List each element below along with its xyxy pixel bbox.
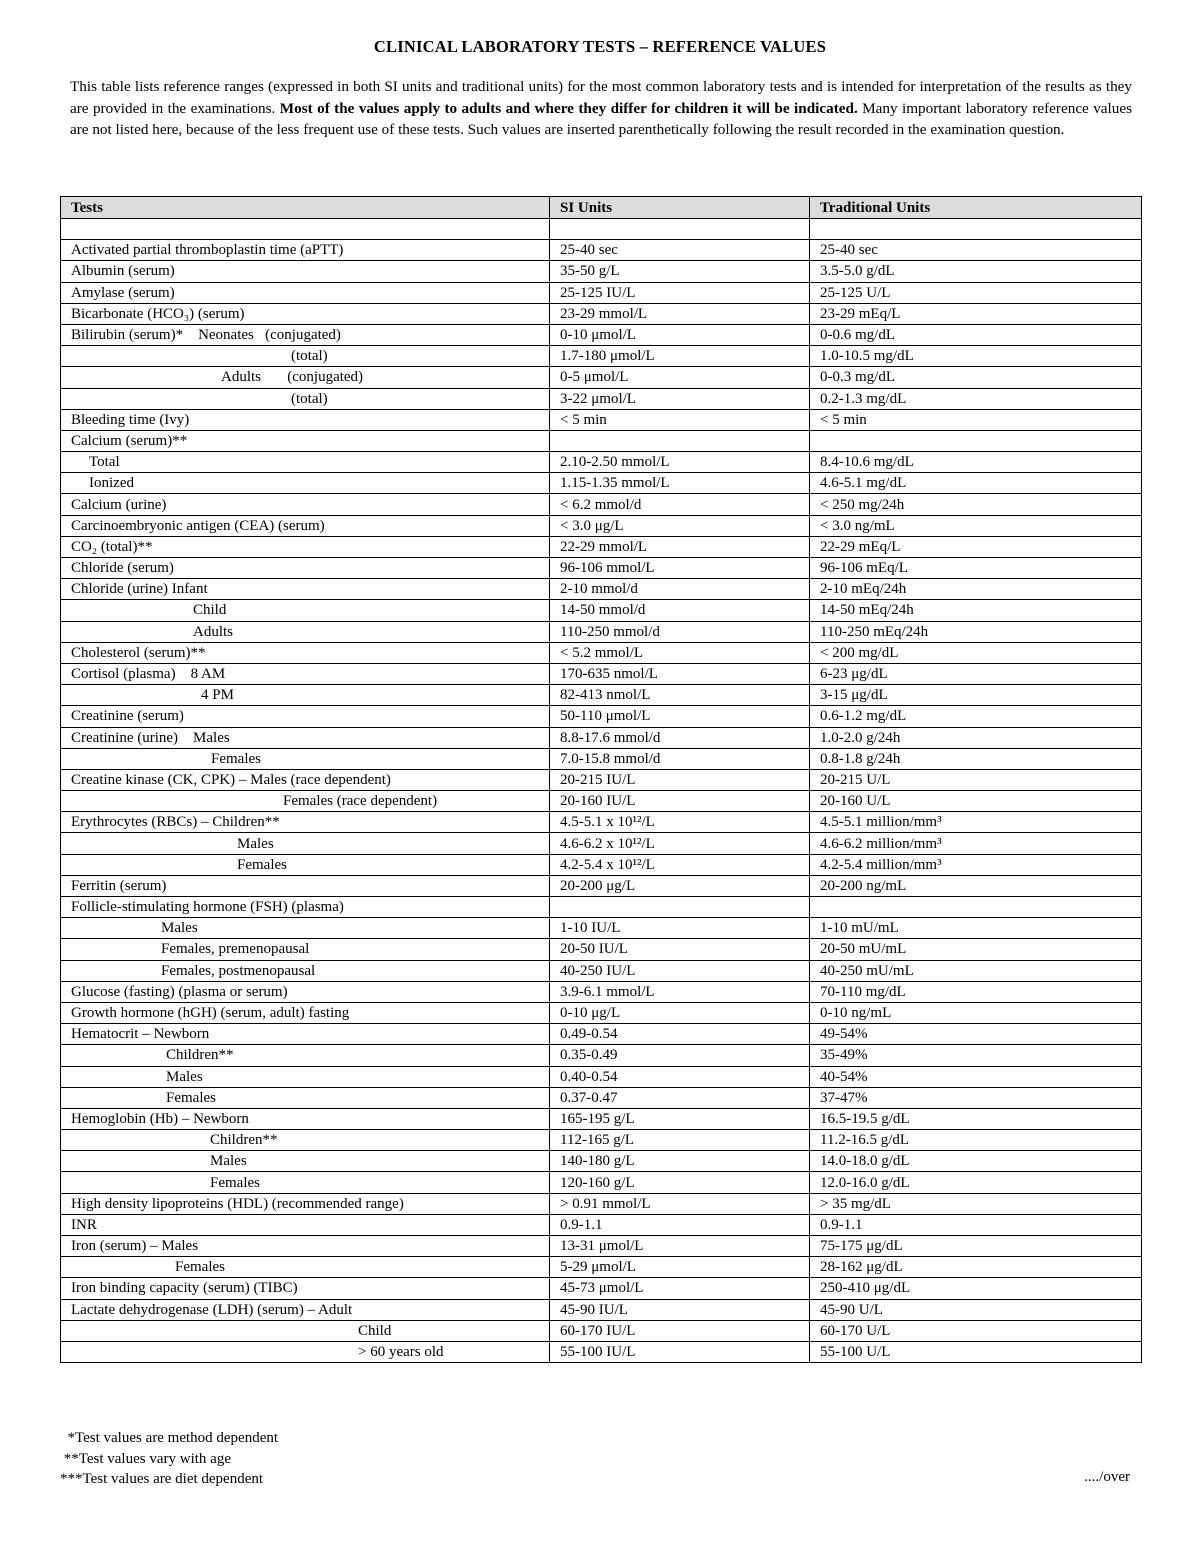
traditional-value-cell: 40-250 mU/mL [810, 960, 1142, 981]
table-row [61, 918, 1142, 939]
traditional-value-cell: 14.0-18.0 g/dL [810, 1151, 1142, 1172]
si-value-cell: 35-50 g/L [550, 261, 810, 282]
table-row [61, 324, 1142, 345]
page-over-indicator: ..../over [1084, 1469, 1130, 1485]
si-value-cell: 20-215 IU/L [550, 769, 810, 790]
si-value-cell: 45-73 μmol/L [550, 1278, 810, 1299]
table-row [61, 706, 1142, 727]
si-value-cell: 13-31 μmol/L [550, 1236, 810, 1257]
footnote: **Test values vary with age [60, 1450, 231, 1467]
table-row [61, 1320, 1142, 1341]
traditional-value-cell: 8.4-10.6 mg/dL [810, 452, 1142, 473]
si-value-cell: < 3.0 μg/L [550, 515, 810, 536]
traditional-value-cell: 110-250 mEq/24h [810, 621, 1142, 642]
test-name-cell: Females [61, 1172, 550, 1193]
table-row [61, 1278, 1142, 1299]
si-value-cell: 40-250 IU/L [550, 960, 810, 981]
test-name-cell: Chloride (urine) Infant [61, 579, 550, 600]
table-row [61, 1193, 1142, 1214]
si-value-cell [550, 219, 810, 240]
test-name-cell: CO₂ (total)** [61, 536, 550, 557]
test-name-cell: Bicarbonate (HCO₃) (serum) [61, 303, 550, 324]
traditional-value-cell: 16.5-19.5 g/dL [810, 1108, 1142, 1129]
traditional-value-cell [810, 219, 1142, 240]
test-name-cell: Males [61, 1151, 550, 1172]
traditional-value-cell: 0-10 ng/mL [810, 1002, 1142, 1023]
si-value-cell: 22-29 mmol/L [550, 536, 810, 557]
test-name-cell: Glucose (fasting) (plasma or serum) [61, 981, 550, 1002]
test-name-cell: Males [61, 918, 550, 939]
traditional-value-cell: 25-40 sec [810, 240, 1142, 261]
table-row [61, 1066, 1142, 1087]
si-value-cell: 20-50 IU/L [550, 939, 810, 960]
table-row [61, 727, 1142, 748]
table-row [61, 1087, 1142, 1108]
si-value-cell: 112-165 g/L [550, 1130, 810, 1151]
test-name-cell: Females [61, 748, 550, 769]
traditional-value-cell: 60-170 U/L [810, 1320, 1142, 1341]
si-value-cell: 0-10 μmol/L [550, 324, 810, 345]
traditional-value-cell: 55-100 U/L [810, 1341, 1142, 1362]
test-name-cell: Children** [61, 1130, 550, 1151]
table-row [61, 430, 1142, 451]
test-name-cell: High density lipoproteins (HDL) (recommended range) [61, 1193, 550, 1214]
traditional-value-cell: 75-175 μg/dL [810, 1236, 1142, 1257]
table-row [61, 1341, 1142, 1362]
test-name-cell: Females [61, 1257, 550, 1278]
si-value-cell: 0.37-0.47 [550, 1087, 810, 1108]
footnotes [60, 1428, 278, 1490]
traditional-value-cell: 96-106 mEq/L [810, 558, 1142, 579]
si-value-cell: 120-160 g/L [550, 1172, 810, 1193]
table-row [61, 473, 1142, 494]
si-value-cell: 140-180 g/L [550, 1151, 810, 1172]
traditional-value-cell: 70-110 mg/dL [810, 981, 1142, 1002]
test-name-cell: Chloride (serum) [61, 558, 550, 579]
test-name-cell: > 60 years old [61, 1341, 550, 1362]
si-value-cell: 23-29 mmol/L [550, 303, 810, 324]
table-row [61, 1130, 1142, 1151]
test-name-cell: Males [61, 1066, 550, 1087]
traditional-value-cell: 3-15 μg/dL [810, 685, 1142, 706]
intro-paragraph [70, 76, 1132, 141]
test-name-cell: Cholesterol (serum)** [61, 642, 550, 663]
table-row [61, 791, 1142, 812]
table-row [61, 748, 1142, 769]
table-row [61, 261, 1142, 282]
test-name-cell: Calcium (serum)** [61, 430, 550, 451]
table-row [61, 579, 1142, 600]
table-row [61, 515, 1142, 536]
si-value-cell: < 6.2 mmol/d [550, 494, 810, 515]
test-name-cell: Lactate dehydrogenase (LDH) (serum) – Adult [61, 1299, 550, 1320]
test-name-cell: Females, postmenopausal [61, 960, 550, 981]
si-value-cell: 5-29 μmol/L [550, 1257, 810, 1278]
si-value-cell: 165-195 g/L [550, 1108, 810, 1129]
si-value-cell: 4.5-5.1 x 10¹²/L [550, 812, 810, 833]
intro-bold-text: Most of the values apply to adults and where they differ for children it will be indicated. [279, 99, 858, 117]
si-value-cell: 1.7-180 μmol/L [550, 346, 810, 367]
test-name-cell: Total [61, 452, 550, 473]
si-value-cell: 7.0-15.8 mmol/d [550, 748, 810, 769]
table-row [61, 1045, 1142, 1066]
table-row [61, 1299, 1142, 1320]
si-value-cell: 1-10 IU/L [550, 918, 810, 939]
test-name-cell: Erythrocytes (RBCs) – Children** [61, 812, 550, 833]
test-name-cell: Creatine kinase (CK, CPK) – Males (race dependent) [61, 769, 550, 790]
si-value-cell: 0.35-0.49 [550, 1045, 810, 1066]
traditional-value-cell: 22-29 mEq/L [810, 536, 1142, 557]
test-name-cell: Bleeding time (Ivy) [61, 409, 550, 430]
table-row [61, 663, 1142, 684]
si-value-cell: 4.6-6.2 x 10¹²/L [550, 833, 810, 854]
table-row [61, 642, 1142, 663]
table-row [61, 240, 1142, 261]
traditional-value-cell: 4.5-5.1 million/mm³ [810, 812, 1142, 833]
table-row [61, 388, 1142, 409]
test-name-cell: Cortisol (plasma) 8 AM [61, 663, 550, 684]
test-name-cell: Females [61, 854, 550, 875]
table-row [61, 536, 1142, 557]
traditional-value-cell: 0-0.3 mg/dL [810, 367, 1142, 388]
si-value-cell: < 5.2 mmol/L [550, 642, 810, 663]
si-value-cell: < 5 min [550, 409, 810, 430]
test-name-cell: Child [61, 600, 550, 621]
si-value-cell: 2-10 mmol/d [550, 579, 810, 600]
table-row [61, 812, 1142, 833]
table-row [61, 685, 1142, 706]
table-row [61, 1236, 1142, 1257]
table-row [61, 1172, 1142, 1193]
traditional-value-cell: 20-215 U/L [810, 769, 1142, 790]
table-row [61, 303, 1142, 324]
traditional-value-cell: 40-54% [810, 1066, 1142, 1087]
si-value-cell: 3-22 μmol/L [550, 388, 810, 409]
traditional-value-cell: 4.6-6.2 million/mm³ [810, 833, 1142, 854]
test-name-cell: Amylase (serum) [61, 282, 550, 303]
test-name-cell: Calcium (urine) [61, 494, 550, 515]
si-value-cell: 8.8-17.6 mmol/d [550, 727, 810, 748]
test-name-cell: Growth hormone (hGH) (serum, adult) fasting [61, 1002, 550, 1023]
traditional-value-cell: 49-54% [810, 1024, 1142, 1045]
table-row [61, 960, 1142, 981]
table-header-row [61, 197, 1142, 219]
traditional-value-cell: 4.2-5.4 million/mm³ [810, 854, 1142, 875]
test-name-cell: INR [61, 1214, 550, 1235]
test-name-cell: Adults [61, 621, 550, 642]
traditional-value-cell: 20-50 mU/mL [810, 939, 1142, 960]
footnote: *Test values are method dependent [60, 1430, 279, 1446]
table-row [61, 875, 1142, 896]
table-row [61, 1002, 1142, 1023]
test-name-cell: Activated partial thromboplastin time (aPTT) [61, 240, 550, 261]
test-name-cell: Males [61, 833, 550, 854]
test-name-cell [61, 219, 550, 240]
intro-text: This table lists reference ranges (expressed in both SI units and traditional units) for the most common laboratory tests and is intended for interpretation of the results as they are provided in the examinations. [70, 78, 1132, 117]
table-row [61, 600, 1142, 621]
test-name-cell: Creatinine (serum) [61, 706, 550, 727]
si-value-cell: 3.9-6.1 mmol/L [550, 981, 810, 1002]
reference-table [60, 196, 1142, 1363]
test-name-cell: Ionized [61, 473, 550, 494]
table-row [61, 897, 1142, 918]
table-row [61, 1214, 1142, 1235]
table-row [61, 1257, 1142, 1278]
table-row [61, 219, 1142, 240]
test-name-cell: Hemoglobin (Hb) – Newborn [61, 1108, 550, 1129]
si-value-cell: 170-635 nmol/L [550, 663, 810, 684]
traditional-value-cell [810, 430, 1142, 451]
table-row [61, 833, 1142, 854]
si-value-cell: 82-413 nmol/L [550, 685, 810, 706]
traditional-value-cell: 6-23 μg/dL [810, 663, 1142, 684]
traditional-value-cell: 23-29 mEq/L [810, 303, 1142, 324]
table-row [61, 367, 1142, 388]
test-name-cell: Iron (serum) – Males [61, 1236, 550, 1257]
traditional-value-cell: < 3.0 ng/mL [810, 515, 1142, 536]
header-si-units: SI Units [550, 197, 810, 219]
test-name-cell: Creatinine (urine) Males [61, 727, 550, 748]
si-value-cell: 0-10 μg/L [550, 1002, 810, 1023]
test-name-cell: Hematocrit – Newborn [61, 1024, 550, 1045]
table-row [61, 1108, 1142, 1129]
table-row [61, 282, 1142, 303]
traditional-value-cell: 25-125 U/L [810, 282, 1142, 303]
si-value-cell: 2.10-2.50 mmol/L [550, 452, 810, 473]
test-name-cell: Adults (conjugated) [61, 367, 550, 388]
header-traditional-units: Traditional Units [810, 197, 1142, 219]
traditional-value-cell: 14-50 mEq/24h [810, 600, 1142, 621]
test-name-cell: Bilirubin (serum)* Neonates (conjugated) [61, 324, 550, 345]
test-name-cell: Carcinoembryonic antigen (CEA) (serum) [61, 515, 550, 536]
test-name-cell: Children** [61, 1045, 550, 1066]
table-row [61, 854, 1142, 875]
traditional-value-cell: 2-10 mEq/24h [810, 579, 1142, 600]
table-row [61, 494, 1142, 515]
traditional-value-cell: 20-160 U/L [810, 791, 1142, 812]
traditional-value-cell: < 5 min [810, 409, 1142, 430]
table-row [61, 621, 1142, 642]
traditional-value-cell: 0-0.6 mg/dL [810, 324, 1142, 345]
test-name-cell: Ferritin (serum) [61, 875, 550, 896]
si-value-cell: 55-100 IU/L [550, 1341, 810, 1362]
traditional-value-cell: 4.6-5.1 mg/dL [810, 473, 1142, 494]
traditional-value-cell: 250-410 μg/dL [810, 1278, 1142, 1299]
traditional-value-cell [810, 897, 1142, 918]
test-name-cell: 4 PM [61, 685, 550, 706]
test-name-cell: (total) [61, 346, 550, 367]
page-title: CLINICAL LABORATORY TESTS – REFERENCE VALUES [373, 37, 827, 56]
si-value-cell: 1.15-1.35 mmol/L [550, 473, 810, 494]
test-name-cell: Females, premenopausal [61, 939, 550, 960]
si-value-cell: 60-170 IU/L [550, 1320, 810, 1341]
traditional-value-cell: 0.9-1.1 [810, 1214, 1142, 1235]
intro-text-cont: Many important laboratory reference values are not listed here, because of the less frequent use of these tests. Such values are inserted parenthetically following the result recorded in the examination question. [70, 99, 1133, 138]
traditional-value-cell: 37-47% [810, 1087, 1142, 1108]
si-value-cell: 0.9-1.1 [550, 1214, 810, 1235]
si-value-cell [550, 897, 810, 918]
si-value-cell [550, 430, 810, 451]
table-row [61, 939, 1142, 960]
traditional-value-cell: 1-10 mU/mL [810, 918, 1142, 939]
table-row [61, 409, 1142, 430]
traditional-value-cell: < 200 mg/dL [810, 642, 1142, 663]
traditional-value-cell: 1.0-2.0 g/24h [810, 727, 1142, 748]
table-row [61, 769, 1142, 790]
test-name-cell: Females (race dependent) [61, 791, 550, 812]
table-row [61, 346, 1142, 367]
test-name-cell: Iron binding capacity (serum) (TIBC) [61, 1278, 550, 1299]
table-row [61, 1151, 1142, 1172]
table-row [61, 981, 1142, 1002]
test-name-cell: Females [61, 1087, 550, 1108]
si-value-cell: 96-106 mmol/L [550, 558, 810, 579]
table-row [61, 1024, 1142, 1045]
traditional-value-cell: 35-49% [810, 1045, 1142, 1066]
test-name-cell: Follicle-stimulating hormone (FSH) (plasma) [61, 897, 550, 918]
footnote: ***Test values are diet dependent [60, 1471, 264, 1487]
si-value-cell: 110-250 mmol/d [550, 621, 810, 642]
table-row [61, 558, 1142, 579]
traditional-value-cell: > 35 mg/dL [810, 1193, 1142, 1214]
si-value-cell: 45-90 IU/L [550, 1299, 810, 1320]
si-value-cell: 20-200 μg/L [550, 875, 810, 896]
si-value-cell: 0.49-0.54 [550, 1024, 810, 1045]
traditional-value-cell: 11.2-16.5 g/dL [810, 1130, 1142, 1151]
test-name-cell: Child [61, 1320, 550, 1341]
traditional-value-cell: 28-162 μg/dL [810, 1257, 1142, 1278]
traditional-value-cell: 20-200 ng/mL [810, 875, 1142, 896]
test-name-cell: Albumin (serum) [61, 261, 550, 282]
traditional-value-cell: 0.6-1.2 mg/dL [810, 706, 1142, 727]
traditional-value-cell: 45-90 U/L [810, 1299, 1142, 1320]
si-value-cell: 4.2-5.4 x 10¹²/L [550, 854, 810, 875]
traditional-value-cell: 0.2-1.3 mg/dL [810, 388, 1142, 409]
si-value-cell: 14-50 mmol/d [550, 600, 810, 621]
traditional-value-cell: 0.8-1.8 g/24h [810, 748, 1142, 769]
traditional-value-cell: < 250 mg/24h [810, 494, 1142, 515]
test-name-cell: (total) [61, 388, 550, 409]
traditional-value-cell: 3.5-5.0 g/dL [810, 261, 1142, 282]
si-value-cell: 50-110 μmol/L [550, 706, 810, 727]
si-value-cell: 20-160 IU/L [550, 791, 810, 812]
table-row [61, 452, 1142, 473]
si-value-cell: 0-5 μmol/L [550, 367, 810, 388]
traditional-value-cell: 1.0-10.5 mg/dL [810, 346, 1142, 367]
si-value-cell: 0.40-0.54 [550, 1066, 810, 1087]
si-value-cell: 25-40 sec [550, 240, 810, 261]
traditional-value-cell: 12.0-16.0 g/dL [810, 1172, 1142, 1193]
si-value-cell: > 0.91 mmol/L [550, 1193, 810, 1214]
si-value-cell: 25-125 IU/L [550, 282, 810, 303]
header-tests: Tests [61, 197, 550, 219]
